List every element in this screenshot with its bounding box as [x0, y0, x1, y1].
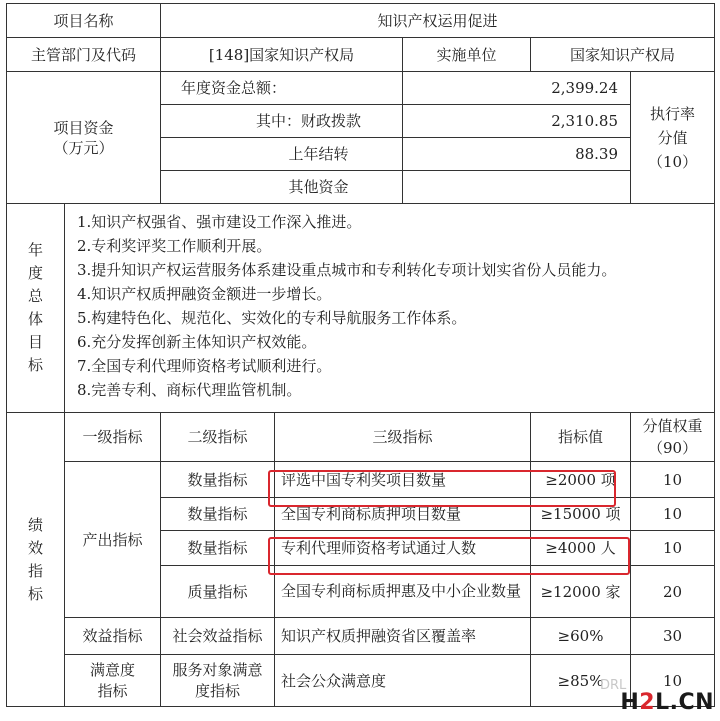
- goals-list: [65, 204, 715, 413]
- value-cell: ≥15000 项: [531, 498, 631, 531]
- impl-label: 实施单位: [403, 38, 531, 72]
- goal-item: 7.全国专利代理师资格考试顺利进行。: [77, 357, 332, 375]
- goal-item: 3.提升知识产权运营服务体系建设重点城市和专利转化专项计划实省份人员能力。: [77, 261, 617, 279]
- performance-label-char: 标: [27, 584, 43, 603]
- watermark-part1: H: [620, 690, 640, 715]
- watermark-part2: 2: [639, 690, 656, 715]
- weight-cell: 10: [631, 498, 715, 531]
- satisfaction-level1-line1: 满意度: [90, 660, 136, 679]
- level2-cell: 数量指标: [161, 498, 275, 531]
- benefit-level1: 效益指标: [65, 618, 161, 655]
- satisfaction-level3: 社会公众满意度: [275, 655, 531, 707]
- weight-cell: 20: [631, 566, 715, 618]
- watermark-faint: DRL: [600, 678, 627, 693]
- value-cell: ≥12000 家: [531, 566, 631, 618]
- total-funds-value: 2,399.24: [403, 72, 631, 105]
- goals-label-char: 标: [27, 356, 43, 374]
- level3-cell: 全国专利商标质押惠及中小企业数量: [275, 566, 531, 618]
- col-level3-header: 三级指标: [275, 413, 531, 462]
- satisfaction-level2-line1: 服务对象满意: [172, 660, 263, 679]
- goals-label: [7, 204, 65, 413]
- benefit-value: ≥60%: [531, 618, 631, 655]
- fiscal-funds-label: 其中：财政拨款: [161, 105, 403, 138]
- project-name-value: 知识产权运用促进: [161, 4, 715, 38]
- other-funds-label: 其他资金: [161, 171, 403, 204]
- col-value-header: 指标值: [531, 413, 631, 462]
- goal-item: 6.充分发挥创新主体知识产权效能。: [77, 333, 317, 351]
- goals-label-char: 度: [27, 264, 43, 282]
- table-row: [7, 618, 715, 655]
- goals-label-char: 体: [27, 310, 43, 328]
- funds-label-line2: （万元）: [53, 138, 114, 157]
- goal-item: 8.完善专利、商标代理监管机制。: [77, 381, 302, 399]
- level3-cell: 专利代理师资格考试通过人数: [275, 531, 531, 566]
- other-funds-value: [403, 171, 631, 204]
- exec-rate-cell: [631, 72, 715, 204]
- satisfaction-level2-line2: 度指标: [195, 681, 241, 700]
- impl-value: 国家知识产权局: [531, 38, 715, 72]
- satisfaction-value: ≥85%: [531, 655, 631, 707]
- col-weight-header: [631, 413, 715, 462]
- benefit-level2: 社会效益指标: [161, 618, 275, 655]
- col-level2-header: 二级指标: [161, 413, 275, 462]
- benefit-level3: 知识产权质押融资省区覆盖率: [275, 618, 531, 655]
- satisfaction-weight: 10: [631, 655, 715, 707]
- satisfaction-level2: [161, 655, 275, 707]
- fiscal-funds-value: 2,310.85: [403, 105, 631, 138]
- level2-cell: 数量指标: [161, 462, 275, 498]
- performance-label-char: 绩: [27, 515, 43, 534]
- exec-rate-line1: 执行率: [650, 104, 696, 123]
- col-weight-line1: 分值权重: [642, 417, 703, 435]
- total-funds-label: 年度资金总额：: [161, 72, 403, 105]
- performance-label: [7, 413, 65, 707]
- goals-label-char: 目: [27, 333, 43, 351]
- col-level1-header: 一级指标: [65, 413, 161, 462]
- funds-label-line1: 项目资金: [53, 118, 114, 137]
- goal-item: 5.构建特色化、规范化、实效化的专利导航服务工作体系。: [77, 309, 467, 327]
- goal-item: 2.专利奖评奖工作顺利开展。: [77, 237, 272, 255]
- performance-label-char: 效: [27, 538, 43, 557]
- value-cell: ≥4000 人: [531, 531, 631, 566]
- goal-item: 4.知识产权质押融资金额进一步增长。: [77, 285, 332, 303]
- level3-cell: 全国专利商标质押项目数量: [275, 498, 531, 531]
- goals-label-char: 总: [27, 287, 43, 305]
- performance-label-char: 指: [27, 561, 43, 580]
- exec-rate-line2: 分值（10）: [647, 128, 698, 171]
- weight-cell: 10: [631, 531, 715, 566]
- watermark-logo: [620, 690, 714, 715]
- benefit-weight: 30: [631, 618, 715, 655]
- goal-item: 1.知识产权强省、强市建设工作深入推进。: [77, 213, 362, 231]
- level2-cell: 质量指标: [161, 566, 275, 618]
- level3-cell: 评选中国专利奖项目数量: [275, 462, 531, 498]
- project-name-label: 项目名称: [7, 4, 161, 38]
- funds-label: [7, 72, 161, 204]
- dept-value: [148]国家知识产权局: [161, 38, 403, 72]
- watermark-part3: L.CN: [655, 690, 714, 715]
- carry-over-value: 88.39: [403, 138, 631, 171]
- project-table: [6, 3, 715, 707]
- output-indicator-label: 产出指标: [65, 462, 161, 618]
- carry-over-label: 上年结转: [161, 138, 403, 171]
- col-weight-line2: （90）: [647, 439, 698, 457]
- value-cell: ≥2000 项: [531, 462, 631, 498]
- dept-label: 主管部门及代码: [7, 38, 161, 72]
- level2-cell: 数量指标: [161, 531, 275, 566]
- satisfaction-level1: [65, 655, 161, 707]
- weight-cell: 10: [631, 462, 715, 498]
- goals-label-char: 年: [27, 241, 43, 259]
- satisfaction-level1-line2: 指标: [97, 681, 128, 700]
- table-row: [7, 462, 715, 498]
